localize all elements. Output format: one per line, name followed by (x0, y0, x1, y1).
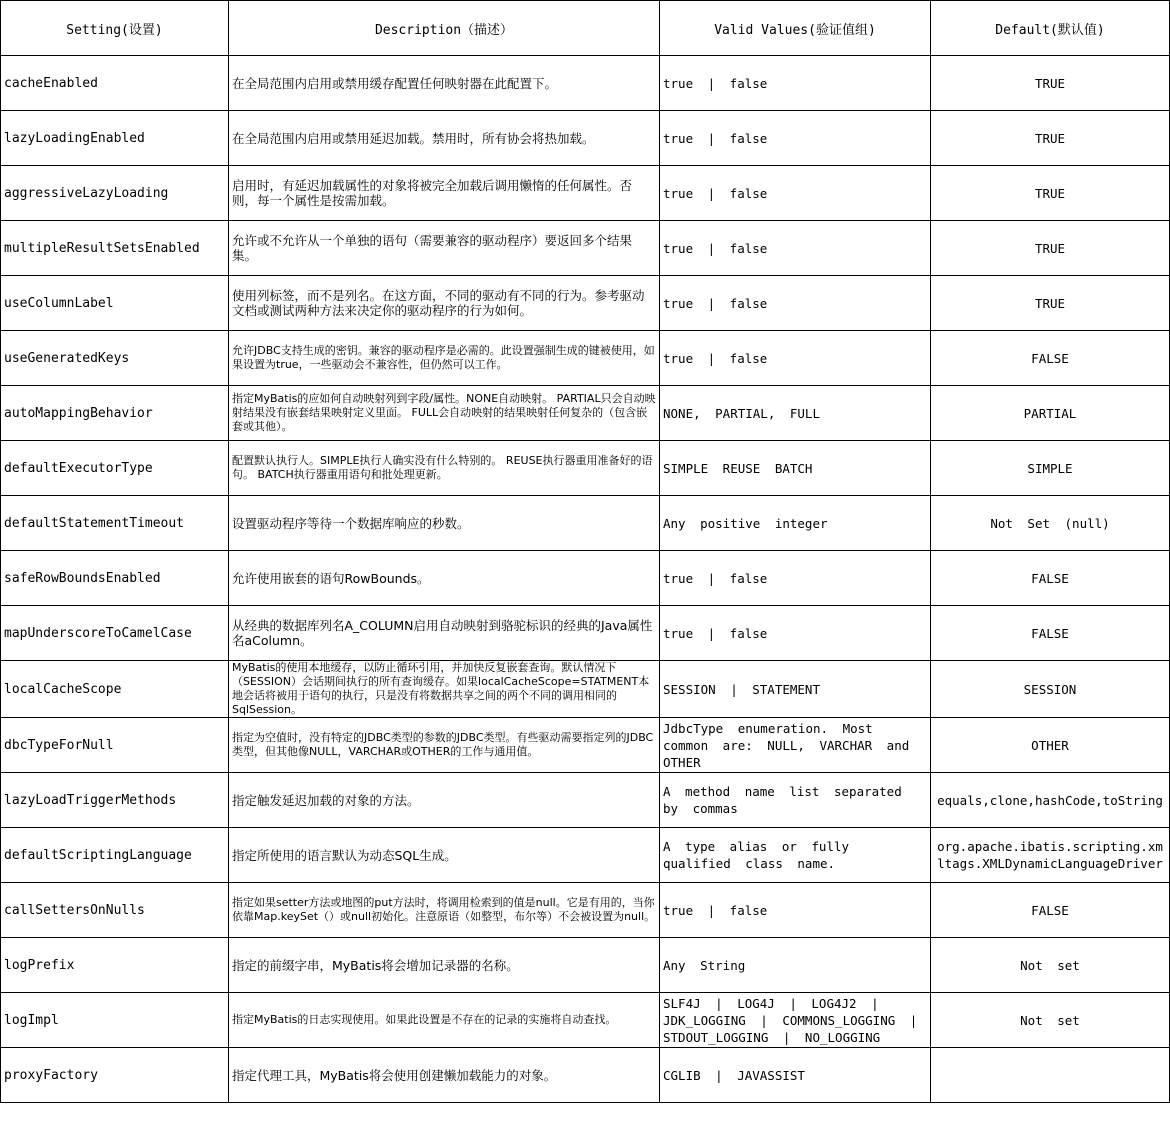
setting-default: FALSE (931, 606, 1170, 661)
setting-default: TRUE (931, 166, 1170, 221)
header-setting: Setting(设置) (1, 1, 229, 56)
setting-valid-values: NONE, PARTIAL, FULL (660, 386, 931, 441)
setting-description: 允许使用嵌套的语句RowBounds。 (229, 551, 660, 606)
setting-default: equals,clone,hashCode,toString (931, 773, 1170, 828)
setting-name: lazyLoadingEnabled (1, 111, 229, 166)
table-row (1, 828, 1170, 883)
table-row (1, 661, 1170, 718)
table-row (1, 718, 1170, 773)
setting-default: SIMPLE (931, 441, 1170, 496)
setting-default: Not Set (null) (931, 496, 1170, 551)
setting-valid-values: A method name list separated by commas (660, 773, 931, 828)
setting-default: Not set (931, 993, 1170, 1048)
setting-name: multipleResultSetsEnabled (1, 221, 229, 276)
setting-name: cacheEnabled (1, 56, 229, 111)
setting-name: localCacheScope (1, 661, 229, 718)
setting-default: SESSION (931, 661, 1170, 718)
table-row (1, 883, 1170, 938)
setting-name: defaultScriptingLanguage (1, 828, 229, 883)
setting-description: 允许或不允许从一个单独的语句（需要兼容的驱动程序）要返回多个结果集。 (229, 221, 660, 276)
setting-valid-values: true | false (660, 111, 931, 166)
setting-default: FALSE (931, 551, 1170, 606)
setting-default (931, 1048, 1170, 1103)
table-row (1, 496, 1170, 551)
table-row (1, 773, 1170, 828)
setting-valid-values: SESSION | STATEMENT (660, 661, 931, 718)
setting-description: 从经典的数据库列名A_COLUMN启用自动映射到骆驼标识的经典的Java属性名aColumn。 (229, 606, 660, 661)
header-default: Default(默认值) (931, 1, 1170, 56)
setting-description: 启用时，有延迟加载属性的对象将被完全加载后调用懒惰的任何属性。否则，每一个属性是按需加载。 (229, 166, 660, 221)
setting-description: MyBatis的使用本地缓存，以防止循环引用，并加快反复嵌套查询。默认情况下（SESSION）会话期间执行的所有查询缓存。如果localCacheScope=STATMENT本地会话将被用于语句的执行，只是没有将数据共享之间的两个不同的调用相同的SqlSession。 (229, 661, 660, 718)
setting-name: logImpl (1, 993, 229, 1048)
table-row (1, 938, 1170, 993)
setting-description: 配置默认执行人。SIMPLE执行人确实没有什么特别的。 REUSE执行器重用准备好的语句。 BATCH执行器重用语句和批处理更新。 (229, 441, 660, 496)
setting-default: TRUE (931, 276, 1170, 331)
table-row (1, 56, 1170, 111)
setting-valid-values: true | false (660, 221, 931, 276)
table-header (1, 1, 1170, 56)
setting-name: defaultStatementTimeout (1, 496, 229, 551)
table-row (1, 993, 1170, 1048)
table-row (1, 276, 1170, 331)
setting-name: mapUnderscoreToCamelCase (1, 606, 229, 661)
table-row (1, 386, 1170, 441)
setting-default: FALSE (931, 331, 1170, 386)
table-row (1, 606, 1170, 661)
setting-name: safeRowBoundsEnabled (1, 551, 229, 606)
setting-description: 指定如果setter方法或地图的put方法时，将调用检索到的值是null。它是有用的，当你依靠Map.keySet（）或null初始化。注意原语（如整型，布尔等）不会被设置为null。 (229, 883, 660, 938)
setting-valid-values: CGLIB | JAVASSIST (660, 1048, 931, 1103)
setting-name: useGeneratedKeys (1, 331, 229, 386)
table-row (1, 331, 1170, 386)
table-row (1, 551, 1170, 606)
setting-description: 指定所使用的语言默认为动态SQL生成。 (229, 828, 660, 883)
setting-valid-values: JdbcType enumeration. Most common are: NULL, VARCHAR and OTHER (660, 718, 931, 773)
setting-description: 在全局范围内启用或禁用缓存配置任何映射器在此配置下。 (229, 56, 660, 111)
setting-valid-values: true | false (660, 166, 931, 221)
setting-description: 允许JDBC支持生成的密钥。兼容的驱动程序是必需的。此设置强制生成的键被使用，如果设置为true，一些驱动会不兼容性，但仍然可以工作。 (229, 331, 660, 386)
table-body (1, 56, 1170, 1103)
setting-default: OTHER (931, 718, 1170, 773)
table-row (1, 441, 1170, 496)
setting-valid-values: true | false (660, 331, 931, 386)
setting-name: autoMappingBehavior (1, 386, 229, 441)
setting-description: 指定MyBatis的日志实现使用。如果此设置是不存在的记录的实施将自动查找。 (229, 993, 660, 1048)
setting-name: proxyFactory (1, 1048, 229, 1103)
setting-valid-values: Any positive integer (660, 496, 931, 551)
setting-name: useColumnLabel (1, 276, 229, 331)
setting-name: callSettersOnNulls (1, 883, 229, 938)
setting-default: Not set (931, 938, 1170, 993)
setting-name: dbcTypeForNull (1, 718, 229, 773)
table-row (1, 221, 1170, 276)
setting-description: 指定触发延迟加载的对象的方法。 (229, 773, 660, 828)
setting-description: 设置驱动程序等待一个数据库响应的秒数。 (229, 496, 660, 551)
header-row (1, 1, 1170, 56)
setting-valid-values: SIMPLE REUSE BATCH (660, 441, 931, 496)
table-row (1, 111, 1170, 166)
setting-default: PARTIAL (931, 386, 1170, 441)
setting-description: 指定代理工具，MyBatis将会使用创建懒加载能力的对象。 (229, 1048, 660, 1103)
setting-default: TRUE (931, 111, 1170, 166)
setting-valid-values: true | false (660, 606, 931, 661)
setting-valid-values: Any String (660, 938, 931, 993)
table-row (1, 1048, 1170, 1103)
setting-default: org.apache.ibatis.scripting.xmltags.XMLDynamicLanguageDriver (931, 828, 1170, 883)
header-description: Description（描述） (229, 1, 660, 56)
setting-valid-values: true | false (660, 276, 931, 331)
setting-default: TRUE (931, 56, 1170, 111)
setting-default: TRUE (931, 221, 1170, 276)
setting-name: defaultExecutorType (1, 441, 229, 496)
setting-description: 使用列标签，而不是列名。在这方面，不同的驱动有不同的行为。参考驱动文档或测试两种方法来决定你的驱动程序的行为如何。 (229, 276, 660, 331)
setting-valid-values: A type alias or fully qualified class name. (660, 828, 931, 883)
setting-name: lazyLoadTriggerMethods (1, 773, 229, 828)
setting-description: 在全局范围内启用或禁用延迟加载。禁用时，所有协会将热加载。 (229, 111, 660, 166)
header-valid-values: Valid Values(验证值组) (660, 1, 931, 56)
setting-name: aggressiveLazyLoading (1, 166, 229, 221)
setting-description: 指定MyBatis的应如何自动映射列到字段/属性。NONE自动映射。 PARTIAL只会自动映射结果没有嵌套结果映射定义里面。 FULL会自动映射的结果映射任何复杂的（包含嵌套或其他）。 (229, 386, 660, 441)
setting-default: FALSE (931, 883, 1170, 938)
setting-valid-values: true | false (660, 551, 931, 606)
setting-name: logPrefix (1, 938, 229, 993)
setting-valid-values: true | false (660, 883, 931, 938)
setting-valid-values: SLF4J | LOG4J | LOG4J2 | JDK_LOGGING | COMMONS_LOGGING | STDOUT_LOGGING | NO_LOGGING (660, 993, 931, 1048)
setting-description: 指定为空值时，没有特定的JDBC类型的参数的JDBC类型。有些驱动需要指定列的JDBC类型，但其他像NULL，VARCHAR或OTHER的工作与通用值。 (229, 718, 660, 773)
setting-description: 指定的前缀字串，MyBatis将会增加记录器的名称。 (229, 938, 660, 993)
setting-valid-values: true | false (660, 56, 931, 111)
table-row (1, 166, 1170, 221)
